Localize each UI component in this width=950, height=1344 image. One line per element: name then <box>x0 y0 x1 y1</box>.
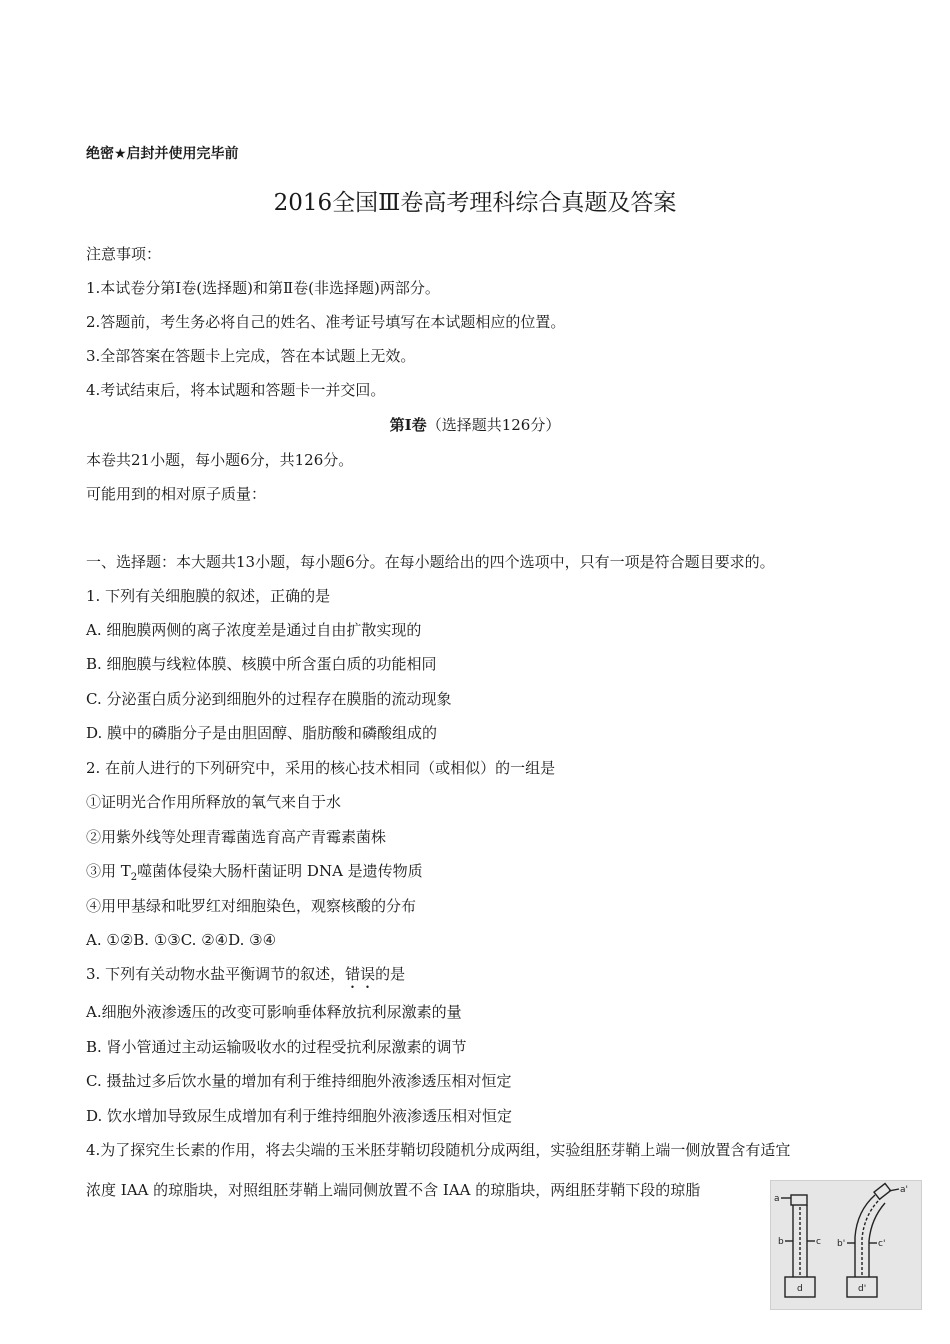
agar-block-a <box>791 1195 807 1205</box>
figure-label: b' <box>837 1239 846 1249</box>
section-description: 本卷共21小题，每小题6分，共126分。 <box>86 451 354 469</box>
question-2-statement-1: ①证明光合作用所释放的氧气来自于水 <box>86 793 342 811</box>
note-item: 1.本试卷分第Ⅰ卷(选择题)和第Ⅱ卷(非选择题)两部分。 <box>86 279 440 297</box>
question-2-statement-2: ②用紫外线等处理青霉菌选育高产青霉素菌株 <box>86 828 387 846</box>
page-title: 2016全国Ⅲ卷高考理科综合真题及答案 <box>273 190 677 216</box>
question-1-option-d: D. 膜中的磷脂分子是由胆固醇、脂肪酸和磷酸组成的 <box>86 724 438 742</box>
question-3-option-b: B. 肾小管通过主动运输吸收水的过程受抗利尿激素的调节 <box>86 1038 467 1056</box>
leader-a-prime <box>889 1189 899 1191</box>
figure-label: c <box>816 1237 821 1247</box>
question-3-emphasis: 错误 <box>345 965 376 983</box>
statement-3-suffix: 噬菌体侵染大肠杆菌证明 DNA 是遗传物质 <box>137 862 423 880</box>
figure-label: a <box>774 1194 780 1204</box>
question-3-stem-suffix: 的是 <box>375 965 406 983</box>
question-3-option-c: C. 摄盐过多后饮水量的增加有利于维持细胞外液渗透压相对恒定 <box>86 1072 512 1090</box>
section-title-rest: （选择题共126分） <box>426 416 561 434</box>
question-4-line-2: 浓度 IAA 的琼脂块，对照组胚芽鞘上端同侧放置不含 IAA 的琼脂块，两组胚芽鞘下段的琼脂 <box>86 1181 701 1199</box>
figure-label: b <box>778 1237 784 1247</box>
section-title-bold: 第Ⅰ卷 <box>389 416 427 434</box>
part-intro: 一、选择题：本大题共13小题，每小题6分。在每小题给出的四个选项中，只有一项是符合题目要求的。 <box>86 553 775 571</box>
question-3-option-a: A.细胞外液渗透压的改变可影响垂体释放抗利尿激素的量 <box>86 1003 462 1021</box>
question-1-option-b: B. 细胞膜与线粒体膜、核膜中所含蛋白质的功能相同 <box>86 655 437 673</box>
question-3-stem <box>86 964 405 992</box>
question-3-stem-prefix: 3. 下列有关动物水盐平衡调节的叙述， <box>86 965 346 983</box>
figure-label: d <box>797 1284 803 1294</box>
atomic-mass-line: 可能用到的相对原子质量： <box>86 485 267 503</box>
question-3-option-d: D. 饮水增加导致尿生成增加有利于维持细胞外液渗透压相对恒定 <box>86 1107 513 1125</box>
question-2-stem: 2. 在前人进行的下列研究中，采用的核心技术相同（或相似）的一组是 <box>86 759 556 777</box>
section-title <box>0 414 950 435</box>
statement-3-prefix: ③用 T <box>86 862 131 880</box>
question-1-stem: 1. 下列有关细胞膜的叙述，正确的是 <box>86 587 331 605</box>
question-2-statement-4: ④用甲基绿和吡罗红对细胞染色，观察核酸的分布 <box>86 897 417 915</box>
coleoptile-experiment-figure <box>770 1180 922 1310</box>
agar-block-a-prime <box>874 1184 891 1200</box>
statement-3-subscript: 2 <box>130 872 138 883</box>
question-2-statement-3 <box>86 861 423 888</box>
figure-label: c' <box>878 1239 886 1249</box>
note-item: 4.考试结束后，将本试题和答题卡一并交回。 <box>86 381 386 399</box>
question-2-options: A. ①②B. ①③C. ②④D. ③④ <box>86 931 277 949</box>
note-item: 2.答题前，考生务必将自己的姓名、准考证号填写在本试题相应的位置。 <box>86 313 566 331</box>
figure-label: a' <box>900 1185 908 1195</box>
coleoptile-right-wall <box>855 1195 875 1277</box>
note-item: 3.全部答案在答题卡上完成，答在本试题上无效。 <box>86 347 416 365</box>
confidential-mark: 绝密★启封并使用完毕前 <box>86 146 239 162</box>
question-4-line-1: 4.为了探究生长素的作用，将去尖端的玉米胚芽鞘切段随机分成两组，实验组胚芽鞘上端一侧放置含有适宜 <box>86 1141 791 1159</box>
figure-label: d' <box>858 1284 867 1294</box>
question-1-option-c: C. 分泌蛋白质分泌到细胞外的过程存在膜脂的流动现象 <box>86 690 452 708</box>
coleoptile-diagram <box>771 1181 921 1309</box>
coleoptile-right-center <box>862 1199 880 1275</box>
question-1-option-a: A. 细胞膜两侧的离子浓度差是通过自由扩散实现的 <box>86 621 422 639</box>
notes-heading: 注意事项： <box>86 245 162 263</box>
